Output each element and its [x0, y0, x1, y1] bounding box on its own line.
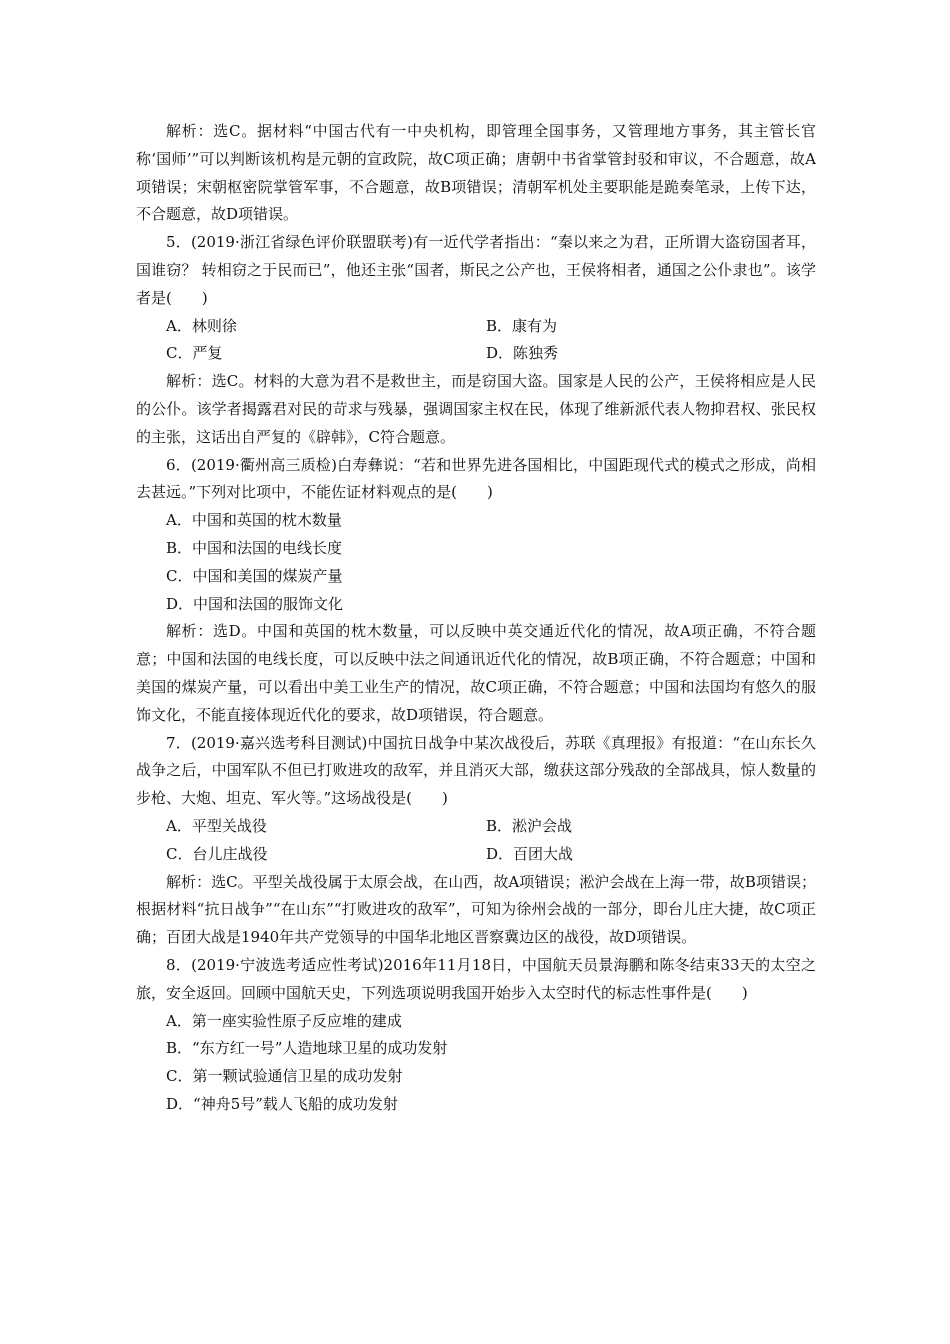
q6-option-d: D．中国和法国的服饰文化: [166, 594, 344, 613]
q5-analysis: 解析：选C。材料的大意为君不是救世主，而是窃国大盗。国家是人民的公产，王侯将相应是人民的公仆。该学者揭露君对民的苛求与残暴，强调国家主权在民，体现了维新派代表人物抑君权、张民权的主张，这话出自严复的《辟韩》，C符合题意。: [136, 372, 816, 446]
q8-option-d: D．“神舟5号”载人飞船的成功发射: [166, 1094, 398, 1113]
q7-options-cd: [136, 841, 816, 869]
q6-option-a: A．中国和英国的枕木数量: [166, 511, 342, 530]
q7-option-a: A．平型关战役: [166, 816, 267, 835]
q8-option-c: C．第一颗试验通信卫星的成功发射: [166, 1067, 403, 1086]
q5-stem: 5．(2019·浙江省绿色评价联盟联考)有一近代学者指出：“秦以来之为君，正所谓大盗窃国者耳，国谁窃？ 转相窃之于民而已”，他还主张“国者，斯民之公产也，王侯将相者，通国之公仆隶也”。该学者是( ): [136, 233, 816, 307]
q6-option-c: C．中国和美国的煤炭产量: [166, 566, 343, 585]
q6-stem: 6．(2019·衢州高三质检)白寿彝说：“若和世界先进各国相比，中国距现代式的模式之形成，尚相去甚远。”下列对比项中，不能佐证材料观点的是( ): [136, 455, 816, 502]
q8-option-b: B．“东方红一号”人造地球卫星的成功发射: [166, 1039, 448, 1058]
q5-options-cd: [136, 340, 816, 368]
q7-stem: 7．(2019·嘉兴选考科目测试)中国抗日战争中某次战役后，苏联《真理报》有报道：“在山东长久战争之后，中国军队不但已打败进攻的敌军，并且消灭大部，缴获这部分残敌的全部战具，惊人数量的步枪、大炮、坦克、军火等。”这场战役是( ): [136, 733, 816, 808]
q6-option-b: B．中国和法国的电线长度: [166, 538, 343, 557]
q6-analysis: 解析：选D。中国和英国的枕木数量，可以反映中英交通近代化的情况，故A项正确，不符合题意；中国和法国的电线长度，可以反映中法之间通讯近代化的情况，故B项正确，不符合题意；中国和美国的煤炭产量，可以看出中美工业生产的情况，故C项正确，不符合题意；中国和法国均有悠久的服饰文化，不能直接体现近代化的要求，故D项错误，符合题意。: [136, 622, 816, 724]
q7-options-ab: [136, 813, 816, 841]
q7-option-d: D．百团大战: [486, 844, 574, 863]
q5-options-ab: [136, 313, 816, 341]
q5-option-c: C．严复: [166, 344, 223, 363]
q7-option-c: C．台儿庄战役: [166, 844, 268, 863]
q7-analysis: 解析：选C。平型关战役属于太原会战，在山西，故A项错误；淞沪会战在上海一带，故B项错误；根据材料“抗日战争”“在山东”“打败进攻的敌军”，可知为徐州会战的一部分，即台儿庄大捷，故C项正确；百团大战是1940年共产党领导的中国华北地区晋察冀边区的战役，故D项错误。: [136, 872, 816, 947]
q8-option-a: A．第一座实验性原子反应堆的建成: [166, 1011, 402, 1030]
document-page: [136, 118, 816, 1119]
q8-stem: 8．(2019·宁波选考适应性考试)2016年11月18日，中国航天员景海鹏和陈冬结束33天的太空之旅，安全返回。回顾中国航天史，下列选项说明我国开始步入太空时代的标志性事件是( ): [136, 955, 816, 1002]
q5-option-a: A．林则徐: [166, 316, 237, 335]
q5-option-d: D．陈独秀: [486, 344, 559, 363]
q4-analysis: 解析：选C。据材料“中国古代有一中央机构，即管理全国事务，又管理地方事务，其主管长官称‘国师’”可以判断该机构是元朝的宣政院，故C项正确；唐朝中书省掌管封驳和审议，不合题意，故A项错误；宋朝枢密院掌管军事，不合题意，故B项错误；清朝军机处主要职能是跪奏笔录，上传下达，不合题意，故D项错误。: [136, 122, 816, 224]
q5-option-b: B．康有为: [486, 316, 558, 335]
q7-option-b: B．淞沪会战: [486, 816, 573, 835]
